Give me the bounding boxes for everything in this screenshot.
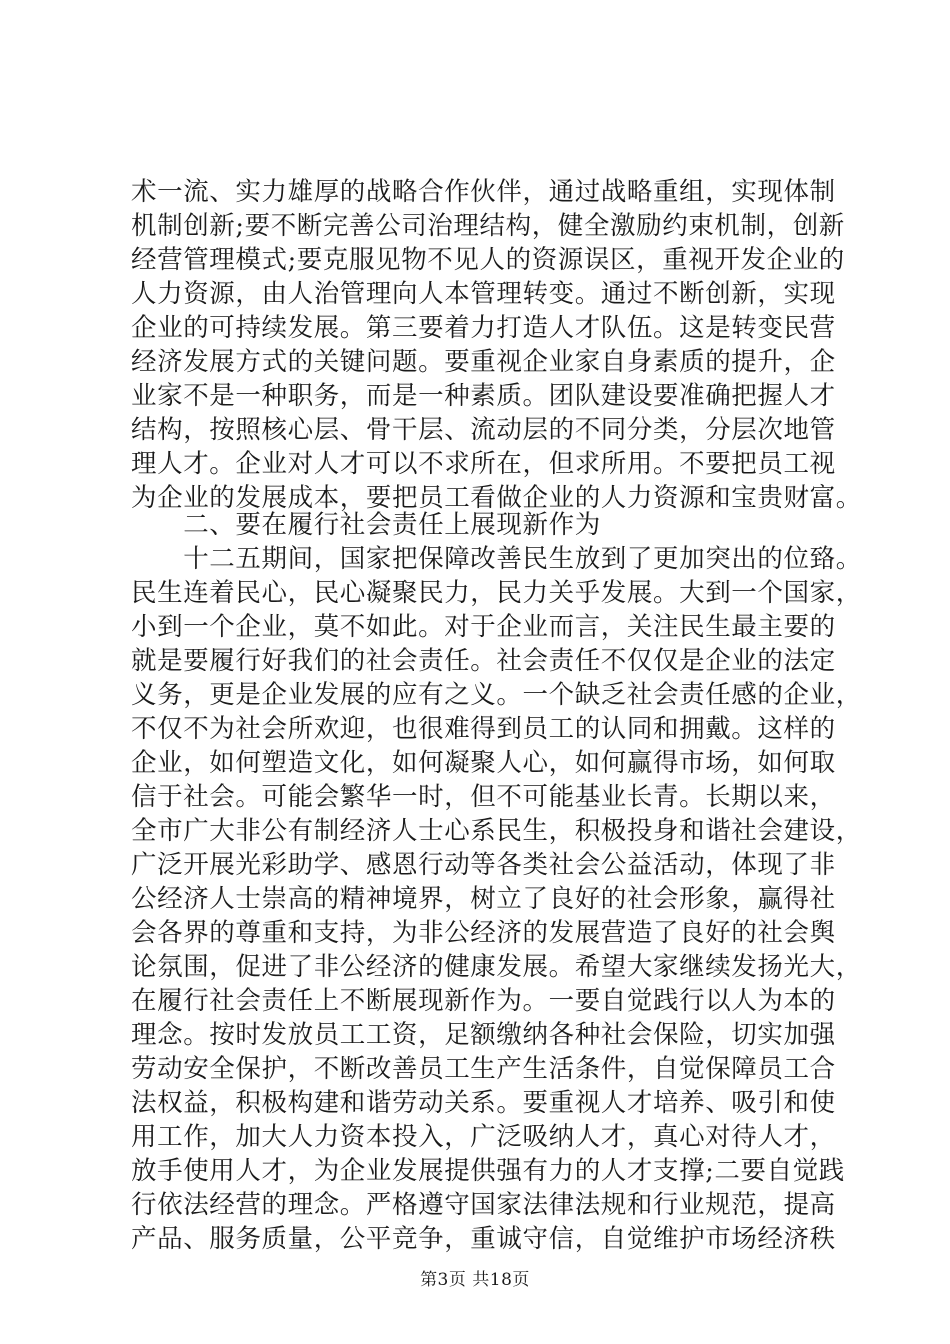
text-line: 行依法经营的理念。严格遵守国家法律法规和行业规范，提高 [131,1190,836,1220]
text-line: 理人才。企业对人才可以不求所在，但求所用。不要把员工视 [131,449,836,479]
text-line: 结构，按照核心层、骨干层、流动层的不同分类，分层次地管 [131,415,836,445]
text-line: 广泛开展光彩助学、感恩行动等各类社会公益活动，体现了非 [131,850,836,880]
text-line: 论氛围，促进了非公经济的健康发展。希望大家继续发扬光大， [131,952,862,982]
text-line: 全市广大非公有制经济人士心系民生，积极投身和谐社会建设， [131,816,862,846]
section-heading: 二、要在履行社会责任上展现新作为 [131,510,601,540]
text-line: 法权益，积极构建和谐劳动关系。要重视人才培养、吸引和使 [131,1088,836,1118]
text-line: 义务，更是企业发展的应有之义。一个缺乏社会责任感的企业， [131,680,862,710]
text-line: 产品、服务质量，公平竞争，重诚守信，自觉维护市场经济秩 [131,1224,836,1254]
text-line: 理念。按时发放员工工资，足额缴纳各种社会保险，切实加强 [131,1020,836,1050]
text-line: 用工作，加大人力资本投入，广泛吸纳人才，真心对待人才， [131,1122,836,1152]
section-social-responsibility [131,508,862,1256]
text-line: 不仅不为社会所欢迎，也很难得到员工的认同和拥戴。这样的 [131,714,836,744]
text-line: 企业的可持续发展。第三要着力打造人才队伍。这是转变民营 [131,313,836,343]
text-line: 劳动安全保护，不断改善员工生产生活条件，自觉保障员工合 [131,1054,836,1084]
text-line: 就是要履行好我们的社会责任。社会责任不仅仅是企业的法定 [131,646,836,676]
text-line: 会各界的尊重和支持，为非公经济的发展营造了良好的社会舆 [131,918,836,948]
text-line: 在履行社会责任上不断展现新作为。一要自觉践行以人为本的 [131,986,836,1016]
text-line: 业家不是一种职务，而是一种素质。团队建设要准确把握人才 [131,381,836,411]
text-line: 机制创新;要不断完善公司治理结构，健全激励约束机制，创新 [131,211,845,241]
text-line: 小到一个企业，莫不如此。对于企业而言，关注民生最主要的 [131,612,836,642]
text-line: 为企业的发展成本，要把员工看做企业的人力资源和宝贵财富。 [131,483,862,513]
page-number-footer: 第3页 共18页 [420,1270,530,1290]
text-line: 企业，如何塑造文化，如何凝聚人心，如何赢得市场，如何取 [131,748,836,778]
text-line: 民生连着民心，民心凝聚民力，民力关乎发展。大到一个国家， [131,578,862,608]
paragraph-continuation [131,175,862,515]
text-line: 信于社会。可能会繁华一时，但不可能基业长青。长期以来， [131,782,836,812]
text-line: 术一流、实力雄厚的战略合作伙伴，通过战略重组，实现体制 [131,177,836,207]
text-line: 经营管理模式;要克服见物不见人的资源误区，重视开发企业的 [131,245,845,275]
text-line: 放手使用人才，为企业发展提供强有力的人才支撑;二要自觉践 [131,1156,845,1186]
text-line: 人力资源，由人治管理向人本管理转变。通过不断创新，实现 [131,279,836,309]
text-line: 公经济人士崇高的精神境界，树立了良好的社会形象，赢得社 [131,884,836,914]
text-line: 十二五期间，国家把保障改善民生放到了更加突出的位臵。 [131,544,862,574]
text-line: 经济发展方式的关键问题。要重视企业家自身素质的提升，企 [131,347,836,377]
